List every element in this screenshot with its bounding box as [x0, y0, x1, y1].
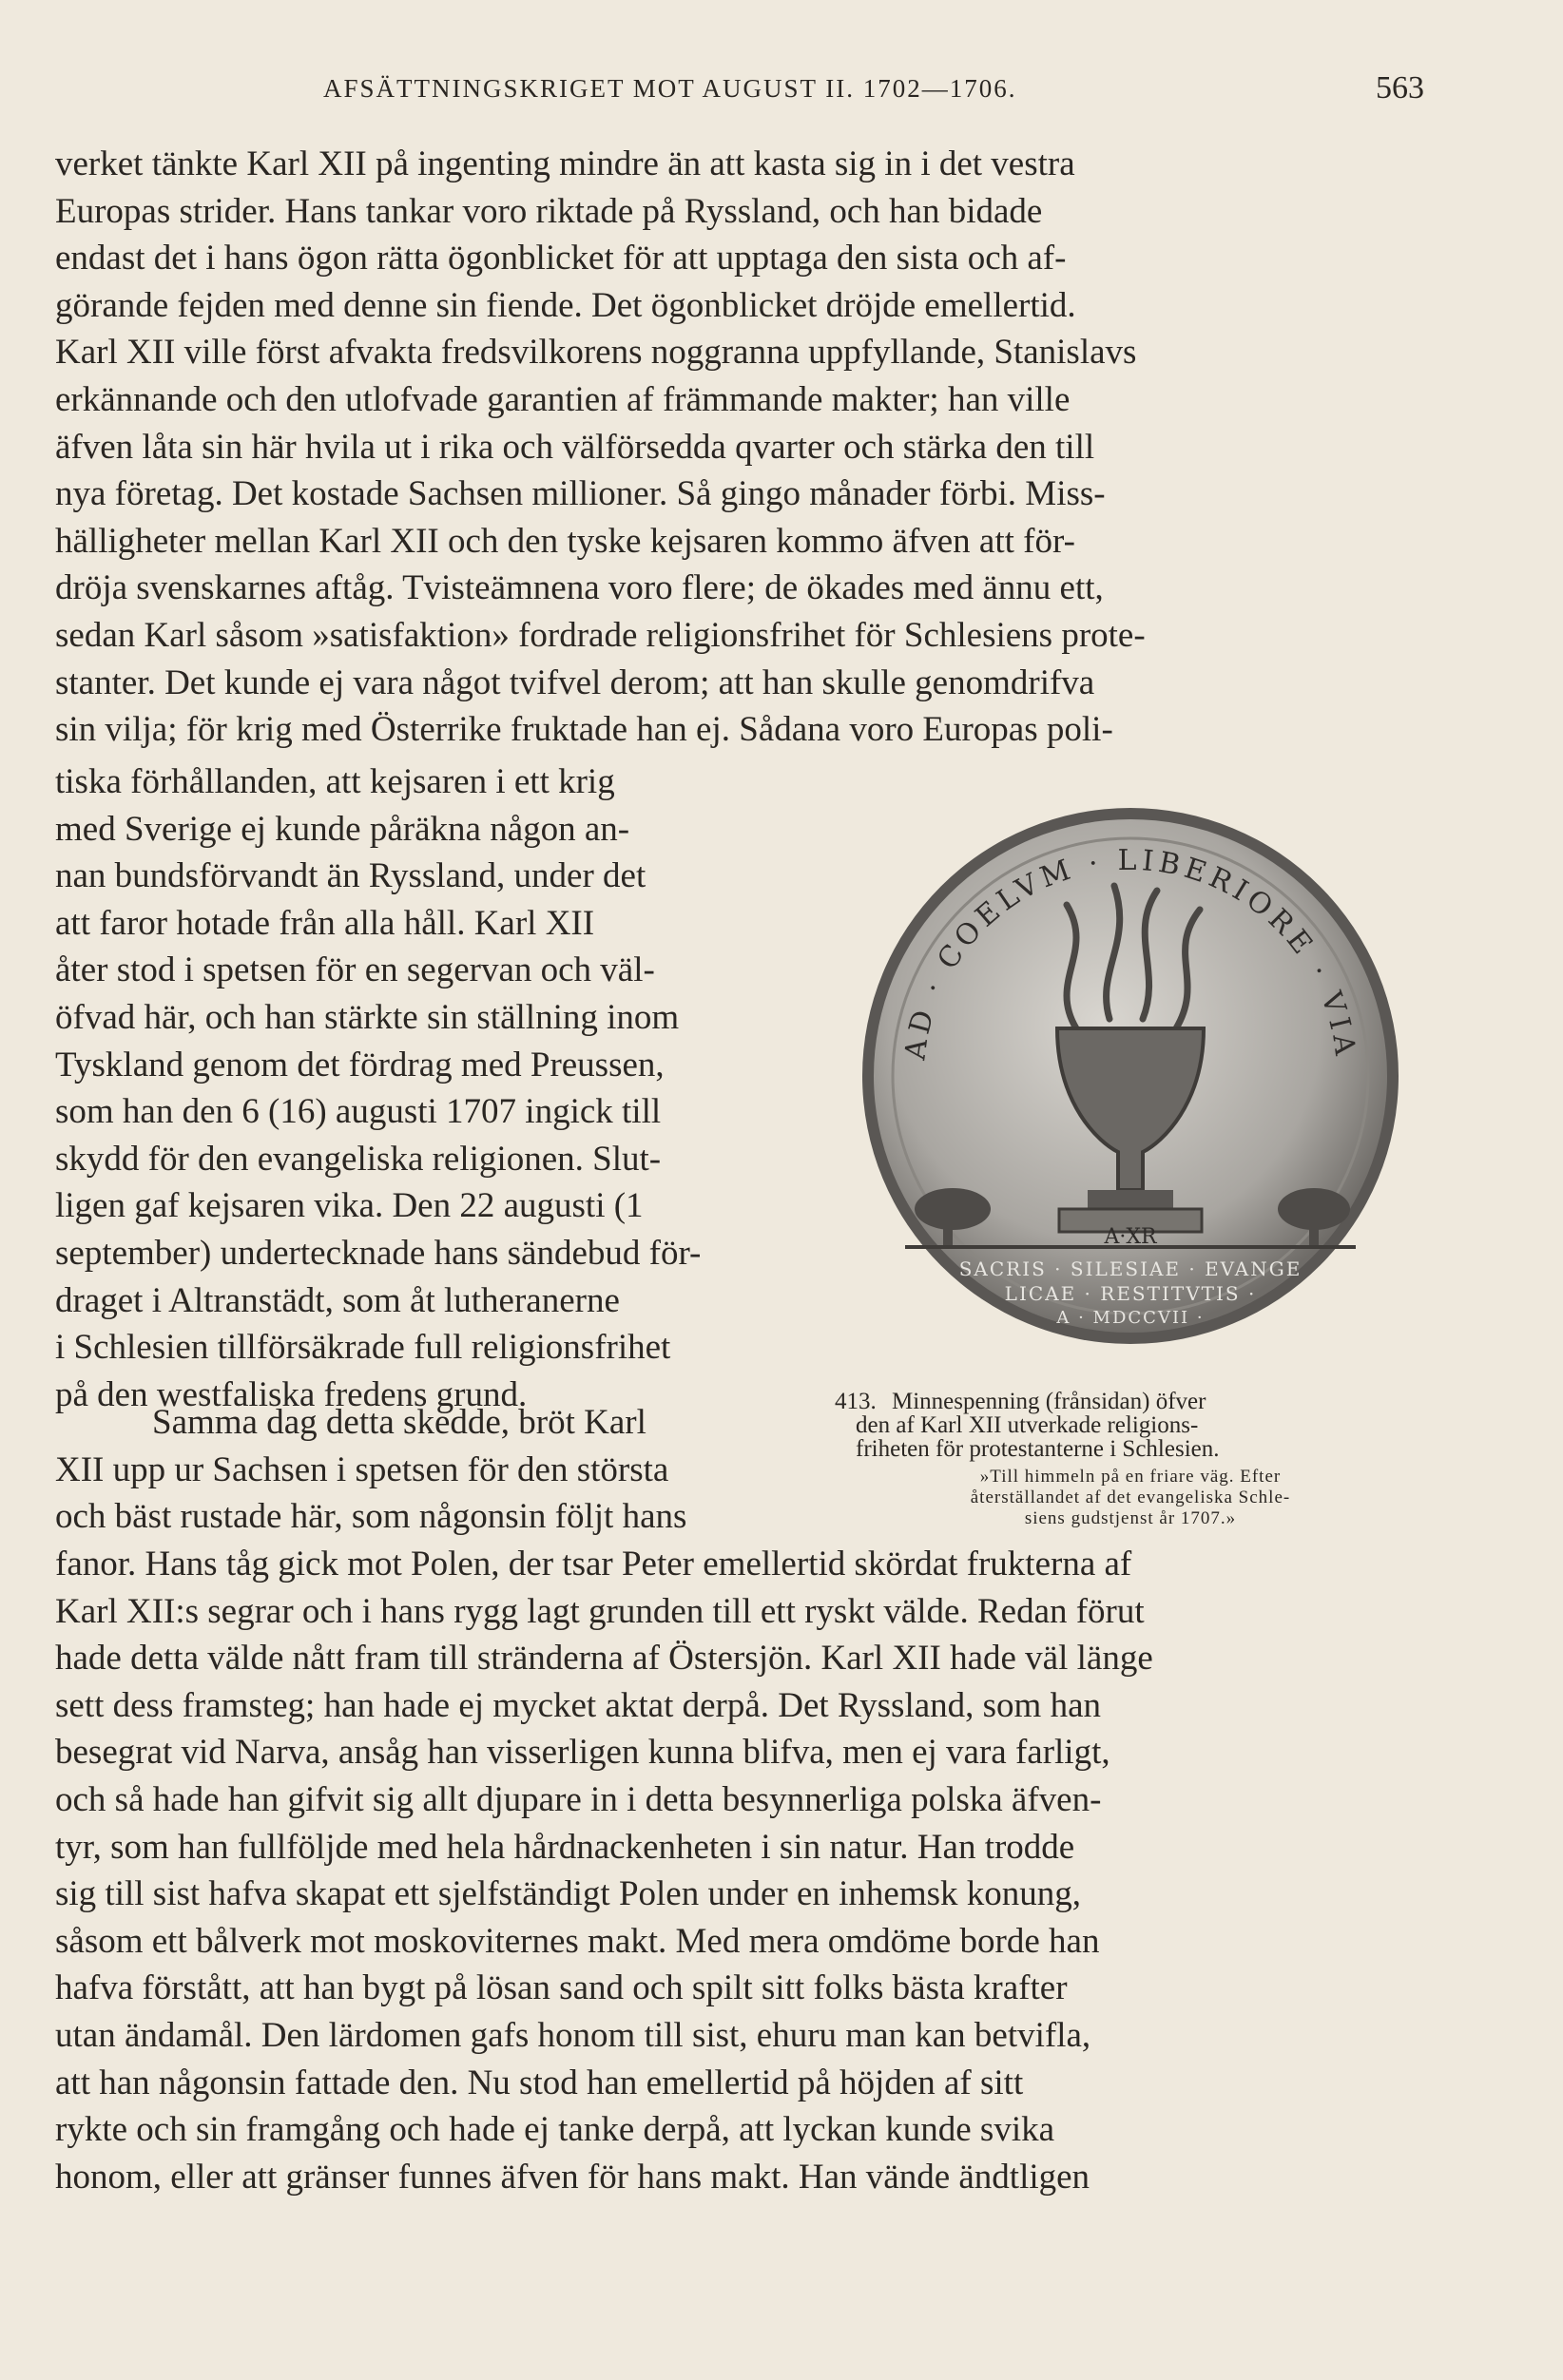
text-line: åter stod i spetsen för en segervan och väl- — [55, 950, 655, 990]
paragraph-wrapped-second — [55, 1399, 816, 1541]
medal-exergue-line: A · MDCCVII · — [1056, 1308, 1205, 1328]
page-number: 563 — [1376, 70, 1424, 106]
text-line: nan bundsförvandt än Ryssland, under det — [55, 856, 646, 896]
text-line: öfvad här, och han stärkte sin ställning inom — [55, 997, 680, 1037]
text-line: sedan Karl såsom »satisfaktion» fordrade religionsfrihet för Schlesiens prote- — [55, 615, 1146, 655]
text-line: att han någonsin fattade den. Nu stod han emellertid på höjden af sitt — [55, 2063, 1024, 2102]
caption-motto — [835, 1467, 1426, 1529]
text-line: tiska förhållanden, att kejsaren i ett krig — [55, 762, 615, 801]
text-line: dröja svenskarnes aftåg. Tvisteämnena voro flere; de ökades med ännu ett, — [55, 568, 1104, 608]
paragraph-wrapped — [55, 758, 816, 1418]
text-line: erkännande och den utlofvade garantien af främmande makter; han ville — [55, 379, 1071, 419]
text-line: sig till sist hafva skapat ett sjelfständigt Polen under en inhemsk konung, — [55, 1874, 1082, 1914]
text-line: XII upp ur Sachsen i spetsen för den största — [55, 1449, 669, 1489]
text-line: hälligheter mellan Karl XII och den tyske kejsaren kommo äfven att för- — [55, 521, 1075, 561]
motto-line: siens gudstjenst år 1707.» — [1024, 1508, 1237, 1528]
caption-line: den af Karl XII utverkade religions- — [856, 1412, 1199, 1438]
medal-image — [839, 791, 1422, 1361]
text-line: på den westfaliska fredens grund. — [55, 1374, 528, 1414]
text-line: verket tänkte Karl XII på ingenting mindre än att kasta sig in i det vestra — [55, 144, 1075, 183]
text-line: att faror hotade från alla håll. Karl XII — [55, 903, 595, 943]
text-line: september) undertecknade hans sändebud för- — [55, 1233, 702, 1273]
medal-small-legend: A·XR — [1104, 1225, 1157, 1249]
text-line: Karl XII ville först afvakta fredsvilkorens noggranna uppfyllande, Stanislavs — [55, 333, 1137, 373]
text-line: skydd för den evangeliska religionen. Slut- — [55, 1139, 662, 1179]
medal-exergue-line: LICAE · RESTITVTIS · — [1004, 1282, 1257, 1305]
text-line: utan ändamål. Den lärdomen gafs honom till sist, ehuru man kan betvifla, — [55, 2015, 1091, 2055]
text-line: rykte och sin framgång och hade ej tanke derpå, att lyckan kunde svika — [55, 2110, 1055, 2150]
motto-line: återställandet af det evangeliska Schle- — [970, 1488, 1291, 1507]
text-line: sett dess framsteg; han hade ej mycket aktat derpå. Det Ryssland, som han — [55, 1685, 1101, 1725]
paragraph-top — [55, 141, 1422, 754]
text-line: som han den 6 (16) augusti 1707 ingick till — [55, 1092, 662, 1132]
text-line: fanor. Hans tåg gick mot Polen, der tsar Peter emellertid skördat frukterna af — [55, 1545, 1132, 1583]
text-line: Karl XII:s segrar och i hans rygg lagt grunden till ett ryskt välde. Redan förut — [55, 1591, 1145, 1631]
text-line: honom, eller att gränser funnes äfven för hans makt. Han vände ändtligen — [55, 2157, 1090, 2197]
paragraph-bottom — [55, 1541, 1422, 2200]
text-line: görande fejden med denne sin fiende. Det ögonblicket dröjde emellertid. — [55, 285, 1076, 325]
text-line: och så hade han gifvit sig allt djupare in i detta besynnerliga polska äfven- — [55, 1779, 1102, 1819]
text-line: Samma dag detta skedde, bröt Karl — [152, 1403, 646, 1442]
figure-caption — [835, 1390, 1426, 1529]
caption-line: Minnespenning (frånsidan) öfver — [892, 1389, 1206, 1414]
text-line: Europas strider. Hans tankar voro riktade på Ryssland, och han bidade — [55, 191, 1043, 231]
text-line: draget i Altranstädt, som åt lutheranerne — [55, 1280, 620, 1320]
caption-first-line — [835, 1390, 1426, 1413]
text-line: äfven låta sin här hvila ut i rika och välförsedda qvarter och stärka den till — [55, 427, 1095, 467]
text-line: hafva förstått, att han bygt på lösan sand och spilt sitt folks bästa krafter — [55, 1968, 1068, 2008]
running-header — [0, 70, 1563, 112]
text-line: Tyskland genom det fördrag med Preussen, — [55, 1045, 665, 1084]
caption-line: friheten för protestanterne i Schlesien. — [856, 1436, 1220, 1462]
text-line: nya företag. Det kostade Sachsen millioner. Så gingo månader förbi. Miss- — [55, 474, 1106, 514]
text-line: med Sverige ej kunde påräkna någon an- — [55, 809, 630, 849]
text-line: i Schlesien tillförsäkrade full religionsfrihet — [55, 1328, 671, 1368]
figure-number: 413. — [835, 1389, 877, 1414]
motto-line: »Till himmeln på en friare väg. Efter — [979, 1467, 1282, 1487]
text-line: stanter. Det kunde ej vara något tvifvel derom; att han skulle genomdrifva — [55, 662, 1095, 702]
medal-illustration — [839, 791, 1422, 1361]
text-line: besegrat vid Narva, ansåg han visserligen kunna blifva, men ej vara farligt, — [55, 1733, 1110, 1773]
text-line: sin vilja; för krig med Österrike fruktade han ej. Sådana voro Europas poli- — [55, 710, 1113, 750]
text-line: tyr, som han fullföljde med hela hårdnackenheten i sin natur. Han trodde — [55, 1827, 1075, 1867]
text-line: och bäst rustade här, som någonsin följt hans — [55, 1497, 687, 1537]
text-line: hade detta välde nått fram till stränderna af Östersjön. Karl XII hade väl länge — [55, 1639, 1153, 1679]
medal-rim-legend: AD · COELVM · LIBERIORE · VIA — [898, 843, 1362, 1063]
medal-exergue-line: SACRIS · SILESIAE · EVANGE — [958, 1257, 1302, 1280]
text-line: ligen gaf kejsaren vika. Den 22 augusti (1 — [55, 1186, 644, 1226]
text-line: såsom ett bålverk mot moskoviternes makt. Med mera omdöme borde han — [55, 1921, 1100, 1961]
text-line: endast det i hans ögon rätta ögonblicket för att upptaga den sista och af- — [55, 239, 1067, 278]
running-title: AFSÄTTNINGSKRIGET MOT AUGUST II. 1702—1706. — [323, 74, 1017, 103]
